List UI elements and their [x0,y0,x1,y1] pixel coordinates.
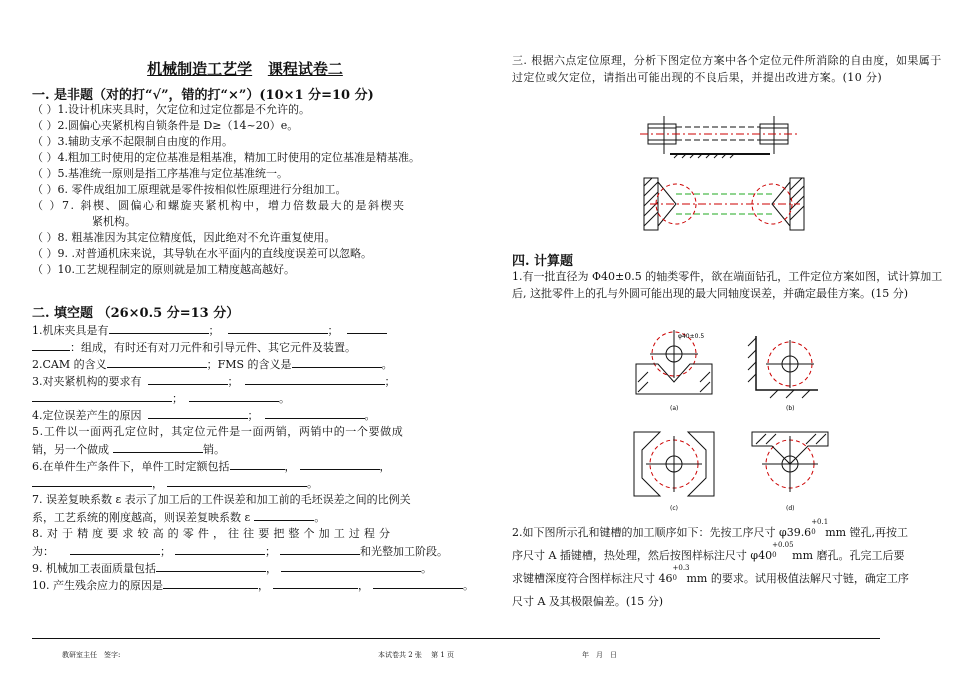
fig-label-d: (d) [786,505,795,512]
tf-item-6: （ ）6. 零件成组加工原理就是零件按相似性原理进行分组加工。 [32,183,347,196]
blank[interactable] [113,442,203,453]
blank[interactable] [254,510,314,521]
fill-q8-cont: 为： ； ； 和光整加工阶段。 [32,545,448,558]
calc-q2-line2a: 序尺寸 A 插键槽，热处理，然后按图样标注尺寸 φ40 [512,549,773,562]
blank[interactable] [245,374,385,385]
fill-q7-text-b: 系，工艺系统的刚度越高，则误差复映系数 ε [32,511,251,524]
blank[interactable] [156,561,266,572]
blank[interactable] [189,391,279,402]
tf-item-8: （ ）8. 粗基准因为其定位精度低，因此绝对不允许重复使用。 [32,231,336,244]
section1-heading: 一. 是非题（对的打“√”，错的打“×”）(10×1 分=10 分) [32,88,374,103]
fill-q3: 3.对夹紧机构的要求有 ； ； [32,375,396,388]
footer-signature: 教研室主任 签字: [62,651,121,659]
fill-q8: 8. 对 于 精 度 要 求 较 高 的 零 件 ， 往 往 要 把 整 个 加 工 过 程 分 [32,527,391,540]
fig-label-b: (b) [786,405,795,412]
fill-q7-cont: 系，工艺系统的刚度越高，则误差复映系数 ε 。 [32,511,326,524]
exam-title-course: 机械制造工艺学 [147,60,253,78]
tf-item-3: （ ）3.辅助支承不起限制自由度的作用。 [32,135,233,148]
fill-q3-cont: ； 。 [32,391,482,408]
blank[interactable] [32,340,70,351]
tf-item-7: （ ）7. 斜楔、圆偏心和螺旋夹紧机构中，增力倍数最大的是斜楔夹 [32,199,406,212]
calc-q2-line1 [512,518,952,545]
fill-q9-text: 9. 机械加工表面质量包括 [32,562,156,575]
section2-heading: 二. 填空题 （26×0.5 分=13 分） [32,306,240,321]
fill-q5: 5.工件以一面两孔定位时，其定位元件是一面两销，两销中的一个要做成 [32,425,404,438]
blank[interactable] [300,459,380,470]
blank[interactable] [167,476,307,487]
blank[interactable] [32,391,172,402]
blank[interactable] [347,323,387,334]
fill-q2-text-b: ；FMS 的含义是 [206,358,292,371]
blank[interactable] [280,544,360,555]
fill-q5-cont [32,442,482,459]
footer-page: 本试卷共 2 张 第 1 页 [378,651,455,659]
blank[interactable] [292,357,382,368]
exam-title [0,58,490,79]
exam-title-paper: 课程试卷二 [267,60,343,78]
tol-upper: +0.05 [772,541,794,549]
blank[interactable] [32,476,152,487]
fill-q4-text: 4.定位误差产生的原因 [32,409,142,422]
blank[interactable] [163,578,258,589]
blank[interactable] [373,578,463,589]
calc-q2-line1a: 2.如下图所示孔和键槽的加工顺序如下：先按工序尺寸 φ39.6 [512,526,812,539]
tol-upper: +0.1 [811,518,829,526]
fill-q8-text-b: 为： [32,545,54,558]
footer-date: 年 月 日 [582,651,617,659]
blank[interactable] [175,544,265,555]
fill-q6-text: 6.在单件生产条件下，单件工时定额包括 [32,460,230,473]
dim-label: φ40±0.5 [678,333,705,340]
calc-q2-line1b: mm 镗孔,再按工 [825,526,909,539]
calc-q2-line3b: mm 的要求。试用极值法解尺寸链，确定工序 [686,572,909,585]
blank[interactable] [230,459,285,470]
fill-q4: 4.定位误差产生的原因 ； 。 [32,409,376,422]
tf-item-2: （ ）2.圆偏心夹紧机构自锁条件是 D≥（14~20）e。 [32,119,299,132]
tf-item-1: （ ）1.设计机床夹具时，欠定位和过定位都是不允许的。 [32,103,310,116]
tf-item-7-cont: 紧机构。 [92,215,136,228]
locating-scheme-figure [640,110,810,235]
figure-a [636,330,712,412]
fig-label-a: (a) [670,405,679,412]
fill-q7: 7. 误差复映系数 ε 表示了加工后的工件误差和加工前的毛坯误差之间的比例关 [32,493,411,506]
fill-q3-text: 3.对夹紧机构的要求有 [32,375,142,388]
blank[interactable] [281,561,421,572]
section4-heading: 四. 计算题 [512,254,574,269]
fill-q2-text: 2.CAM 的含义 [32,358,107,371]
tf-item-5: （ ）5.基准统一原则是指工序基准与定位基准统一。 [32,167,288,180]
blank[interactable] [273,578,358,589]
fill-q1: 1.机床夹具是有 ； ； [32,323,482,340]
fill-q5-text-c: 销。 [203,443,225,456]
figure-b [748,336,818,412]
calc-q2-line2 [512,541,952,568]
blank[interactable] [107,357,207,368]
fill-q8-text-c: 和光整加工阶段。 [360,545,448,558]
tol-lower: 0 [772,551,777,559]
tol-lower: 0 [811,528,816,536]
fill-q9: 9. 机械加工表面质量包括 ， 。 [32,562,432,575]
fill-q10-text: 10. 产生残余应力的原因是 [32,579,163,592]
tol-upper: +0.3 [672,564,690,572]
tf-item-9: （ ）9. .对普通机床来说，其导轨在水平面内的直线度误差可以忽略。 [32,247,372,260]
blank[interactable] [148,374,228,385]
fill-q1-text-cont: ：组成，有时还有对刀元件和引导元件、其它元件及装置。 [70,341,356,354]
calc-q1-figures [630,324,840,514]
blank[interactable] [228,323,328,334]
footer-rule [32,638,880,639]
section2-items [32,323,482,595]
section3-text: 三. 根据六点定位原理，分析下图定位方案中各个定位元件所消除的自由度，如果属于过定位或欠定位，请指出可能出现的不良后果，并提出改进方案。(10 分) [512,54,942,84]
tf-item-4: （ ）4.粗加工时使用的定位基准是粗基准，精加工时使用的定位基准是精基准。 [32,151,420,164]
fill-q2: 2.CAM 的含义 ；FMS 的含义是 。 [32,358,393,371]
figure-d [752,432,828,512]
figure-c [634,432,714,512]
blank[interactable] [148,408,248,419]
calc-q2-line3a: 求键槽深度符合图样标注尺寸 46 [512,572,673,585]
calc-q2-text [512,518,952,613]
fig-label-c: (c) [670,505,678,512]
calc-q2-line2b: mm 磨孔。孔完工后要 [792,549,905,562]
fill-q1-text: 1.机床夹具是有 [32,324,109,337]
fill-q5-text-b: 销，另一个做成 [32,443,109,456]
section1-items [32,103,482,279]
fill-q10: 10. 产生残余应力的原因是 ， ， 。 [32,579,474,592]
fill-q1-cont [32,340,482,357]
calc-q2-line3 [512,564,952,591]
fill-q6-cont: ， 。 [32,476,482,493]
fill-q6: 6.在单件生产条件下，单件工时定额包括 ， ， [32,460,391,473]
blank[interactable] [265,408,365,419]
tf-item-10: （ ）10.工艺规程制定的原则就是加工精度越高越好。 [32,263,295,276]
tol-lower: 0 [672,574,677,582]
blank[interactable] [109,323,209,334]
calc-q1-text: 1.有一批直径为 Φ40±0.5 的轴类零件，欲在端面钻孔，工件定位方案如图，试计算加工后, 这批零件上的孔与外圆可能出现的最大同轴度误差，并确定最佳方案。(15 分) [512,270,943,300]
blank[interactable] [70,544,160,555]
calc-q2-line4: 尺寸 A 及其极限偏差。(15 分) [512,595,664,608]
